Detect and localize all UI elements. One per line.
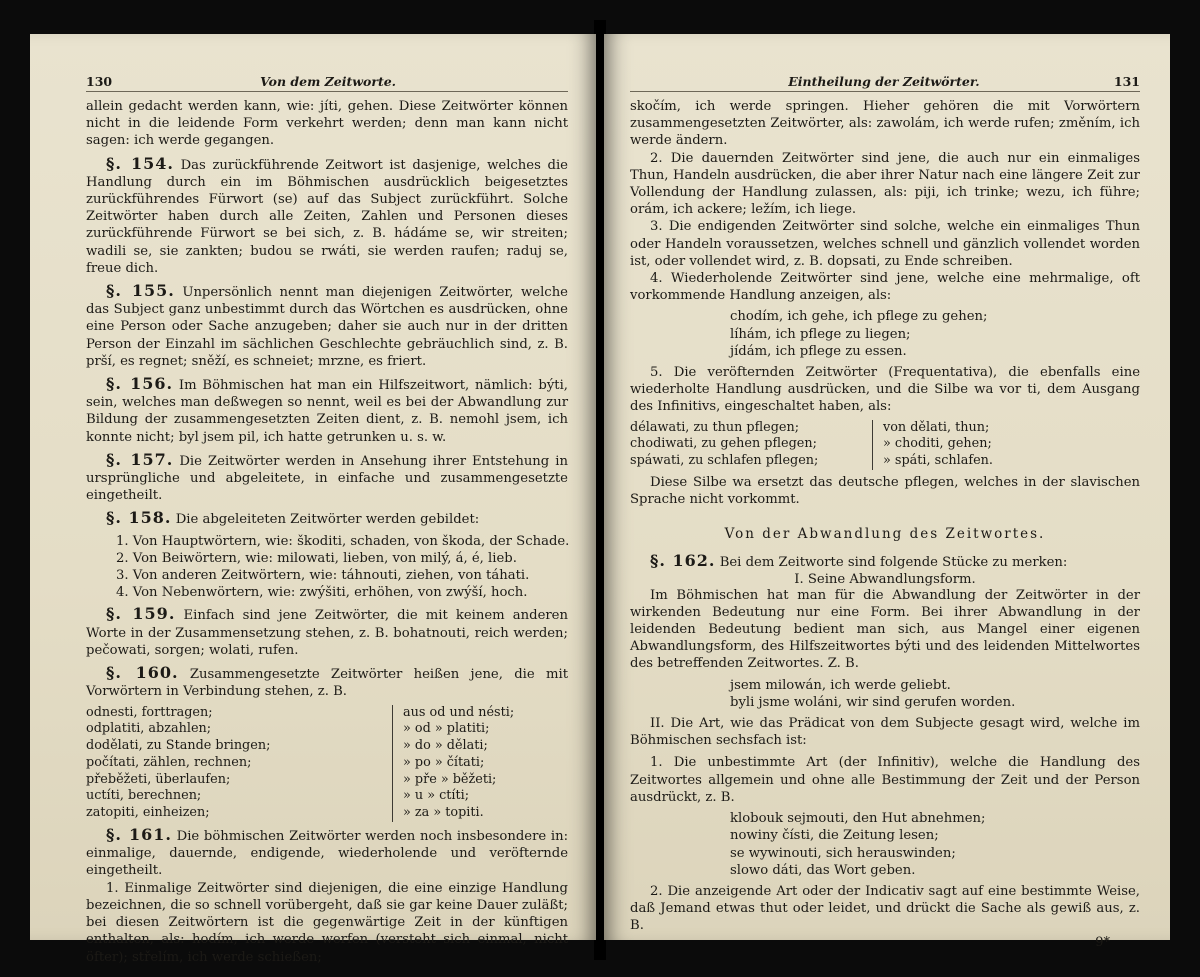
table-row: » za » topiti. xyxy=(403,805,484,821)
section-157 xyxy=(86,451,568,505)
table-row: spáwati, zu schlafen pflegen; xyxy=(630,453,819,469)
paragraph: 1. Die unbestimmte Art (der Infinitiv), welche die Handlung des Zeitwortes allgemein und ohne alle Bestimmung der Zeit und der Person ausdrückt, z. B. xyxy=(630,755,1140,805)
section-number: §. 158. xyxy=(106,508,172,528)
section-text: Im Böhmischen hat man ein Hilfszeitwort, nämlich: býti, sein, welches man deßwegen so nennt, weil es bei der Abwandlung zur Bildung der zusammengesetzten Zeiten dient, z. B. nemohl jsem, ich konnte nicht; byl jsem pil, ich hatte getrunken u. s. w. xyxy=(86,378,568,445)
paragraph: II. Die Art, wie das Prädicat von dem Subjecte gesagt wird, welche im Böhmischen sechsfach ist: xyxy=(630,716,1140,749)
list-item: chodím, ich gehe, ich pflege zu gehen; xyxy=(730,309,988,325)
right-page-header xyxy=(630,74,1140,92)
list-item: klobouk sejmouti, den Hut abnehmen; xyxy=(730,811,986,827)
derivation-list xyxy=(116,533,568,602)
list-item: byli jsme woláni, wir sind gerufen worden. xyxy=(730,694,1016,710)
list-item: slowo dáti, das Wort geben. xyxy=(730,862,916,878)
section-text: Zusammengesetzte Zeitwörter heißen jene, die mit Vorwörtern in Verbindung stehen, z. B. xyxy=(86,667,568,700)
section-162 xyxy=(630,552,1140,571)
table-row: odplatiti, abzahlen; xyxy=(86,721,212,737)
section-number: §. 154. xyxy=(106,153,174,173)
table-row: zatopiti, einheizen; xyxy=(86,805,210,821)
page-number: 130 xyxy=(86,74,113,89)
chapter-heading: Von der Abwandlung des Zeitwortes. xyxy=(724,526,1046,543)
section-text: Bei dem Zeitworte sind folgende Stücke zu merken: xyxy=(719,555,1068,571)
section-160 xyxy=(86,664,568,700)
table-column-right xyxy=(393,705,514,823)
left-page xyxy=(30,34,596,965)
section-154 xyxy=(86,155,568,277)
table-row: přeběžeti, überlaufen; xyxy=(86,771,231,787)
compound-verbs-table xyxy=(86,705,568,823)
table-row: » pře » běžeti; xyxy=(403,771,497,787)
section-155 xyxy=(86,282,568,370)
paragraph: 2. Die anzeigende Art oder der Indicativ sagt auf eine bestimmte Weise, daß Jemand etwas thut oder leidet, und drückt die Sache als gewiß aus, z. B. xyxy=(630,883,1140,934)
example-list xyxy=(730,308,1140,360)
table-row: » u » ctíti; xyxy=(403,788,470,804)
table-row: dodělati, zu Stande bringen; xyxy=(86,738,271,754)
example-list xyxy=(730,677,1140,711)
running-title: Eintheilung der Zeitwörter. xyxy=(788,74,980,89)
page-number: 131 xyxy=(1113,74,1140,89)
section-156 xyxy=(86,375,568,446)
section-number: §. 159. xyxy=(106,604,176,624)
section-text: Einfach sind jene Zeitwörter, die mit keinem anderen Worte in der Zusammensetzung stehen, z. B. bohatnouti, reich werden; pečowati, sorgen; wolati, rufen. xyxy=(86,608,568,658)
paragraph: 5. Die veröfternden Zeitwörter (Frequentativa), die ebenfalls eine wiederholte Handlung ausdrücken, und die Silbe wa vor ti, dem Ausgang des Infinitivs, eingeschaltet haben, als: xyxy=(630,365,1140,415)
section-161 xyxy=(86,826,568,880)
section-text: Das zurückführende Zeitwort ist dasjenige, welches die Handlung durch ein im Böhmischen ausdrücklich beigesetztes zurückführendes Fürwort (se) auf das Subject zurückführt. Solche Zeitwörter haben durch alle Zeiten, Zahlen und Personen dieses zurückführende Fürwort se bei sich, z. B. hádáme se, wir streiten; wadili se, sie zankten; budou se rwáti, sie werden raufen; raduj se, freue dich. xyxy=(86,157,568,276)
section-159 xyxy=(86,605,568,659)
list-item: 4. Von Nebenwörtern, wie: zwýšiti, erhöhen, von zwýší, hoch. xyxy=(116,585,528,601)
paragraph: Im Böhmischen hat man für die Abwandlung der Zeitwörter in der wirkenden Bedeutung nur eine Form. Bei ihrer Abwandlung in der leidenden Bedeutung bedient man sich, aus Mangel einer eigenen Abwandlungsform, des Hilfszeitwortes býti und des leidenden Mittelwortes des betreffenden Zeitwortes. Z. B. xyxy=(630,587,1140,672)
list-item: jsem milowán, ich werde geliebt. xyxy=(730,677,951,693)
table-row: aus od und nésti; xyxy=(403,704,515,720)
section-text: Unpersönlich nennt man diejenigen Zeitwörter, welche das Subject ganz unbestimmt durch das Wörtchen es ausdrücken, ohne eine Person oder Sache anzugeben; daher sie auch nur in der dritten Person der Einzahl im sächlichen Geschlechte gebräuchlich sind, z. B. prší, es regnet; sněží, es schneiet; mrzne, es friert. xyxy=(86,285,568,369)
table-column-right xyxy=(873,420,993,470)
list-item: nowiny čísti, die Zeitung lesen; xyxy=(730,828,939,844)
right-page xyxy=(604,34,1170,950)
section-number: §. 157. xyxy=(106,449,174,469)
table-row: » do » dělati; xyxy=(403,738,488,754)
left-page-header xyxy=(86,74,568,92)
subheading: I. Seine Abwandlungsform. xyxy=(794,571,976,587)
table-row: odnesti, forttragen; xyxy=(86,704,213,720)
list-item: jídám, ich pflege zu essen. xyxy=(730,343,907,359)
section-number: §. 161. xyxy=(106,825,172,845)
paragraph: skočím, ich werde springen. Hieher gehören die mit Vorwörtern zusammengesetzten Zeitwörter, als: zawolám, ich werde rufen; změním, ich werde ändern. xyxy=(630,99,1140,149)
paragraph: allein gedacht werden kann, wie: jíti, gehen. Diese Zeitwörter können nicht in die leidende Form verkehrt werden; denn man kann nicht sagen: ich werde gegangen. xyxy=(86,99,568,149)
paragraph: 1. Einmalige Zeitwörter sind diejenigen, die eine einzige Handlung bezeichnen, die so schnell vorübergeht, daß sie gar keine Dauer zuläßt; bei diesen Zeitwörtern ist die gegenwärtige Zeit in der künftigen enthalten, als: hodím, ich werde werfen (versteht sich einmal, nicht öfter); střelím, ich werde schießen; xyxy=(86,880,568,965)
signature-mark: 9* xyxy=(1095,934,1110,950)
table-row: chodiwati, zu gehen pflegen; xyxy=(630,436,817,452)
paragraph: 4. Wiederholende Zeitwörter sind jene, welche eine mehrmalige, oft vorkommende Handlung anzeigen, als: xyxy=(630,271,1140,304)
table-row: » od » platiti; xyxy=(403,721,490,737)
frequentativa-table xyxy=(630,420,1140,470)
list-item: se wywinouti, sich herauswinden; xyxy=(730,845,956,861)
table-row: délawati, zu thun pflegen; xyxy=(630,419,800,435)
paragraph: 2. Die dauernden Zeitwörter sind jene, die auch nur ein einmaliges Thun, Handeln ausdrücken, die aber ihrer Natur nach eine längere Zeit zur Vollendung der Handlung zulassen, als: piji, ich trinke; wezu, ich führe; orám, ich ackere; ležím, ich liege. xyxy=(630,150,1140,218)
table-row: von dělati, thun; xyxy=(883,419,990,435)
section-text: Die Zeitwörter werden in Ansehung ihrer Entstehung in ursprüngliche und abgeleitete, in einfache und zusammengesetzte eingetheilt. xyxy=(86,453,568,504)
paragraph: 3. Die endigenden Zeitwörter sind solche, welche ein einmaliges Thun oder Handeln voraussetzen, welches schnell und gänzlich vollendet worden ist, oder vollendet wird, z. B. dopsati, zu Ende schreiben. xyxy=(630,219,1140,269)
paragraph: Diese Silbe wa ersetzt das deutsche pflegen, welches in der slavischen Sprache nicht vorkommt. xyxy=(630,475,1140,508)
list-item: 2. Von Beiwörtern, wie: milowati, lieben, von milý, á, é, lieb. xyxy=(116,550,517,566)
list-item: 3. Von anderen Zeitwörtern, wie: táhnouti, ziehen, von táhati. xyxy=(116,568,530,584)
table-row: » spáti, schlafen. xyxy=(883,453,993,469)
table-row: počítati, zählen, rechnen; xyxy=(86,754,252,770)
table-row: uctíti, berechnen; xyxy=(86,788,202,804)
section-158 xyxy=(86,509,568,528)
section-text: Die böhmischen Zeitwörter werden noch insbesondere in: einmalige, dauernde, endigende, wiederholende und veröfternde eingetheilt. xyxy=(86,829,569,879)
example-list xyxy=(730,810,1140,879)
section-number: §. 160. xyxy=(106,663,179,683)
table-row: » po » čítati; xyxy=(403,754,485,770)
section-text: Die abgeleiteten Zeitwörter werden gebildet: xyxy=(175,512,480,528)
table-column-left xyxy=(86,705,393,823)
list-item: 1. Von Hauptwörtern, wie: škoditi, schaden, von škoda, der Schade. xyxy=(116,533,570,549)
table-row: » choditi, gehen; xyxy=(883,436,992,452)
section-number: §. 162. xyxy=(650,551,716,571)
section-number: §. 155. xyxy=(106,281,175,301)
table-column-left xyxy=(630,420,873,470)
running-title: Von dem Zeitworte. xyxy=(260,74,397,89)
section-number: §. 156. xyxy=(106,374,174,394)
list-item: líhám, ich pflege zu liegen; xyxy=(730,326,911,342)
